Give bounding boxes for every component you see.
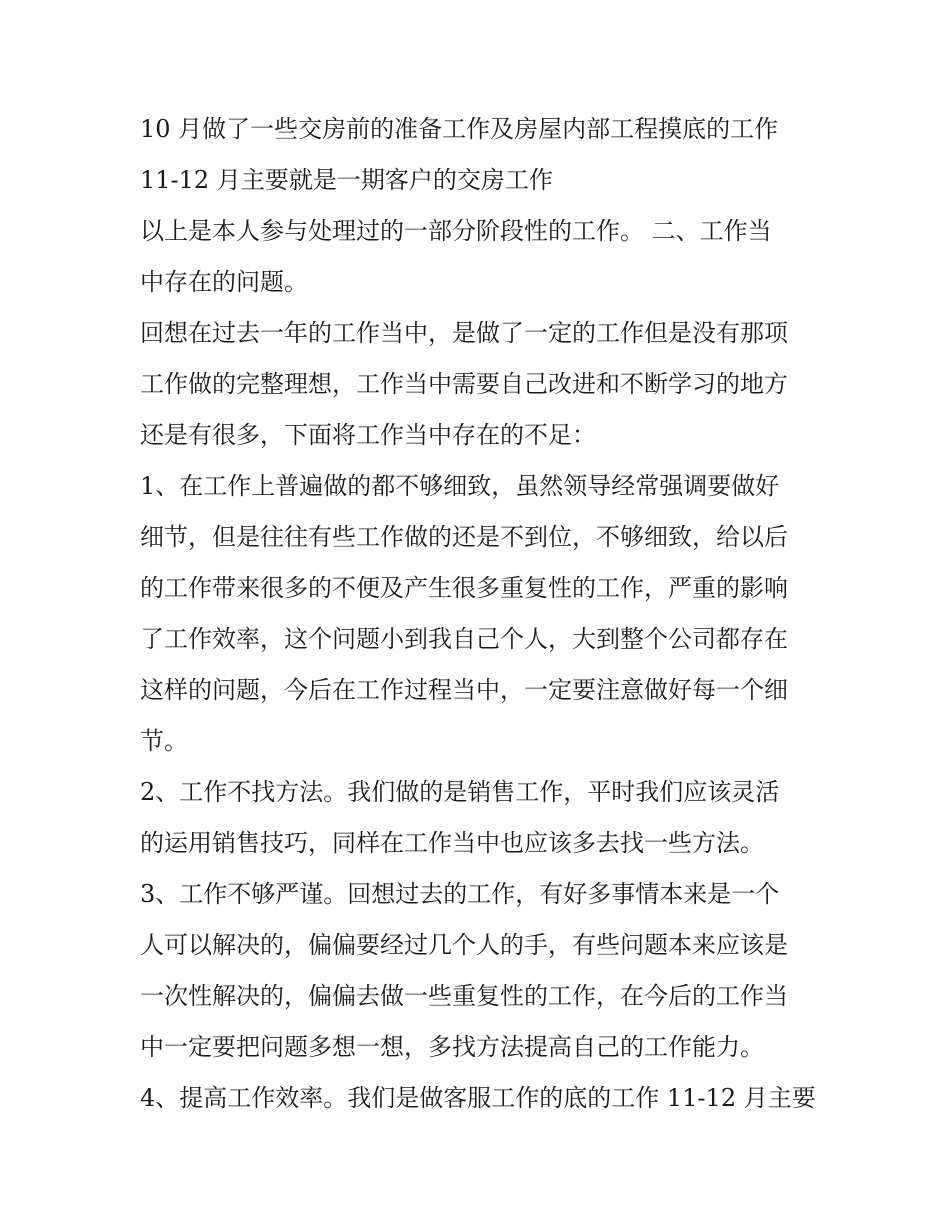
text-line: 的运用销售技巧，同样在工作当中也应该多去找一些方法。 xyxy=(140,829,764,857)
text-line: 的工作带来很多的不便及产生很多重复性的工作，严重的影响 xyxy=(140,574,788,602)
document-body xyxy=(140,110,820,1130)
text-line: 1、在工作上普遍做的都不够细致，虽然领导经常强调要做好 xyxy=(140,472,780,500)
text-line: 中一定要把问题多想一想，多找方法提高自己的工作能力。 xyxy=(140,1033,764,1061)
text-line: 4、提高工作效率。我们是做客服工作的底的工作 11-12 月主要 xyxy=(140,1084,816,1112)
text-line: 这样的问题，今后在工作过程当中，一定要注意做好每一个细 xyxy=(140,676,788,704)
text-line: 回想在过去一年的工作当中，是做了一定的工作但是没有那项 xyxy=(140,319,788,347)
text-line: 一次性解决的，偏偏去做一些重复性的工作，在今后的工作当 xyxy=(140,982,788,1010)
text-line: 了工作效率，这个问题小到我自己个人，大到整个公司都存在 xyxy=(140,625,788,653)
text-line: 3、工作不够严谨。回想过去的工作，有好多事情本来是一个 xyxy=(140,880,780,908)
text-line: 节。 xyxy=(140,727,188,755)
text-line: 2、工作不找方法。我们做的是销售工作，平时我们应该灵活 xyxy=(140,778,780,806)
text-line: 以上是本人参与处理过的一部分阶段性的工作。 二、工作当 xyxy=(140,217,772,245)
text-line: 细节，但是往往有些工作做的还是不到位，不够细致，给以后 xyxy=(140,523,788,551)
text-line: 人可以解决的，偏偏要经过几个人的手，有些问题本来应该是 xyxy=(140,931,788,959)
text-line: 中存在的问题。 xyxy=(140,268,308,296)
text-line: 工作做的完整理想，工作当中需要自己改进和不断学习的地方 xyxy=(140,370,788,398)
text-line: 11-12 月主要就是一期客户的交房工作 xyxy=(140,166,553,194)
text-line: 还是有很多，下面将工作当中存在的不足： xyxy=(140,421,596,449)
text-line: 10 月做了一些交房前的准备工作及房屋内部工程摸底的工作 xyxy=(140,115,779,143)
